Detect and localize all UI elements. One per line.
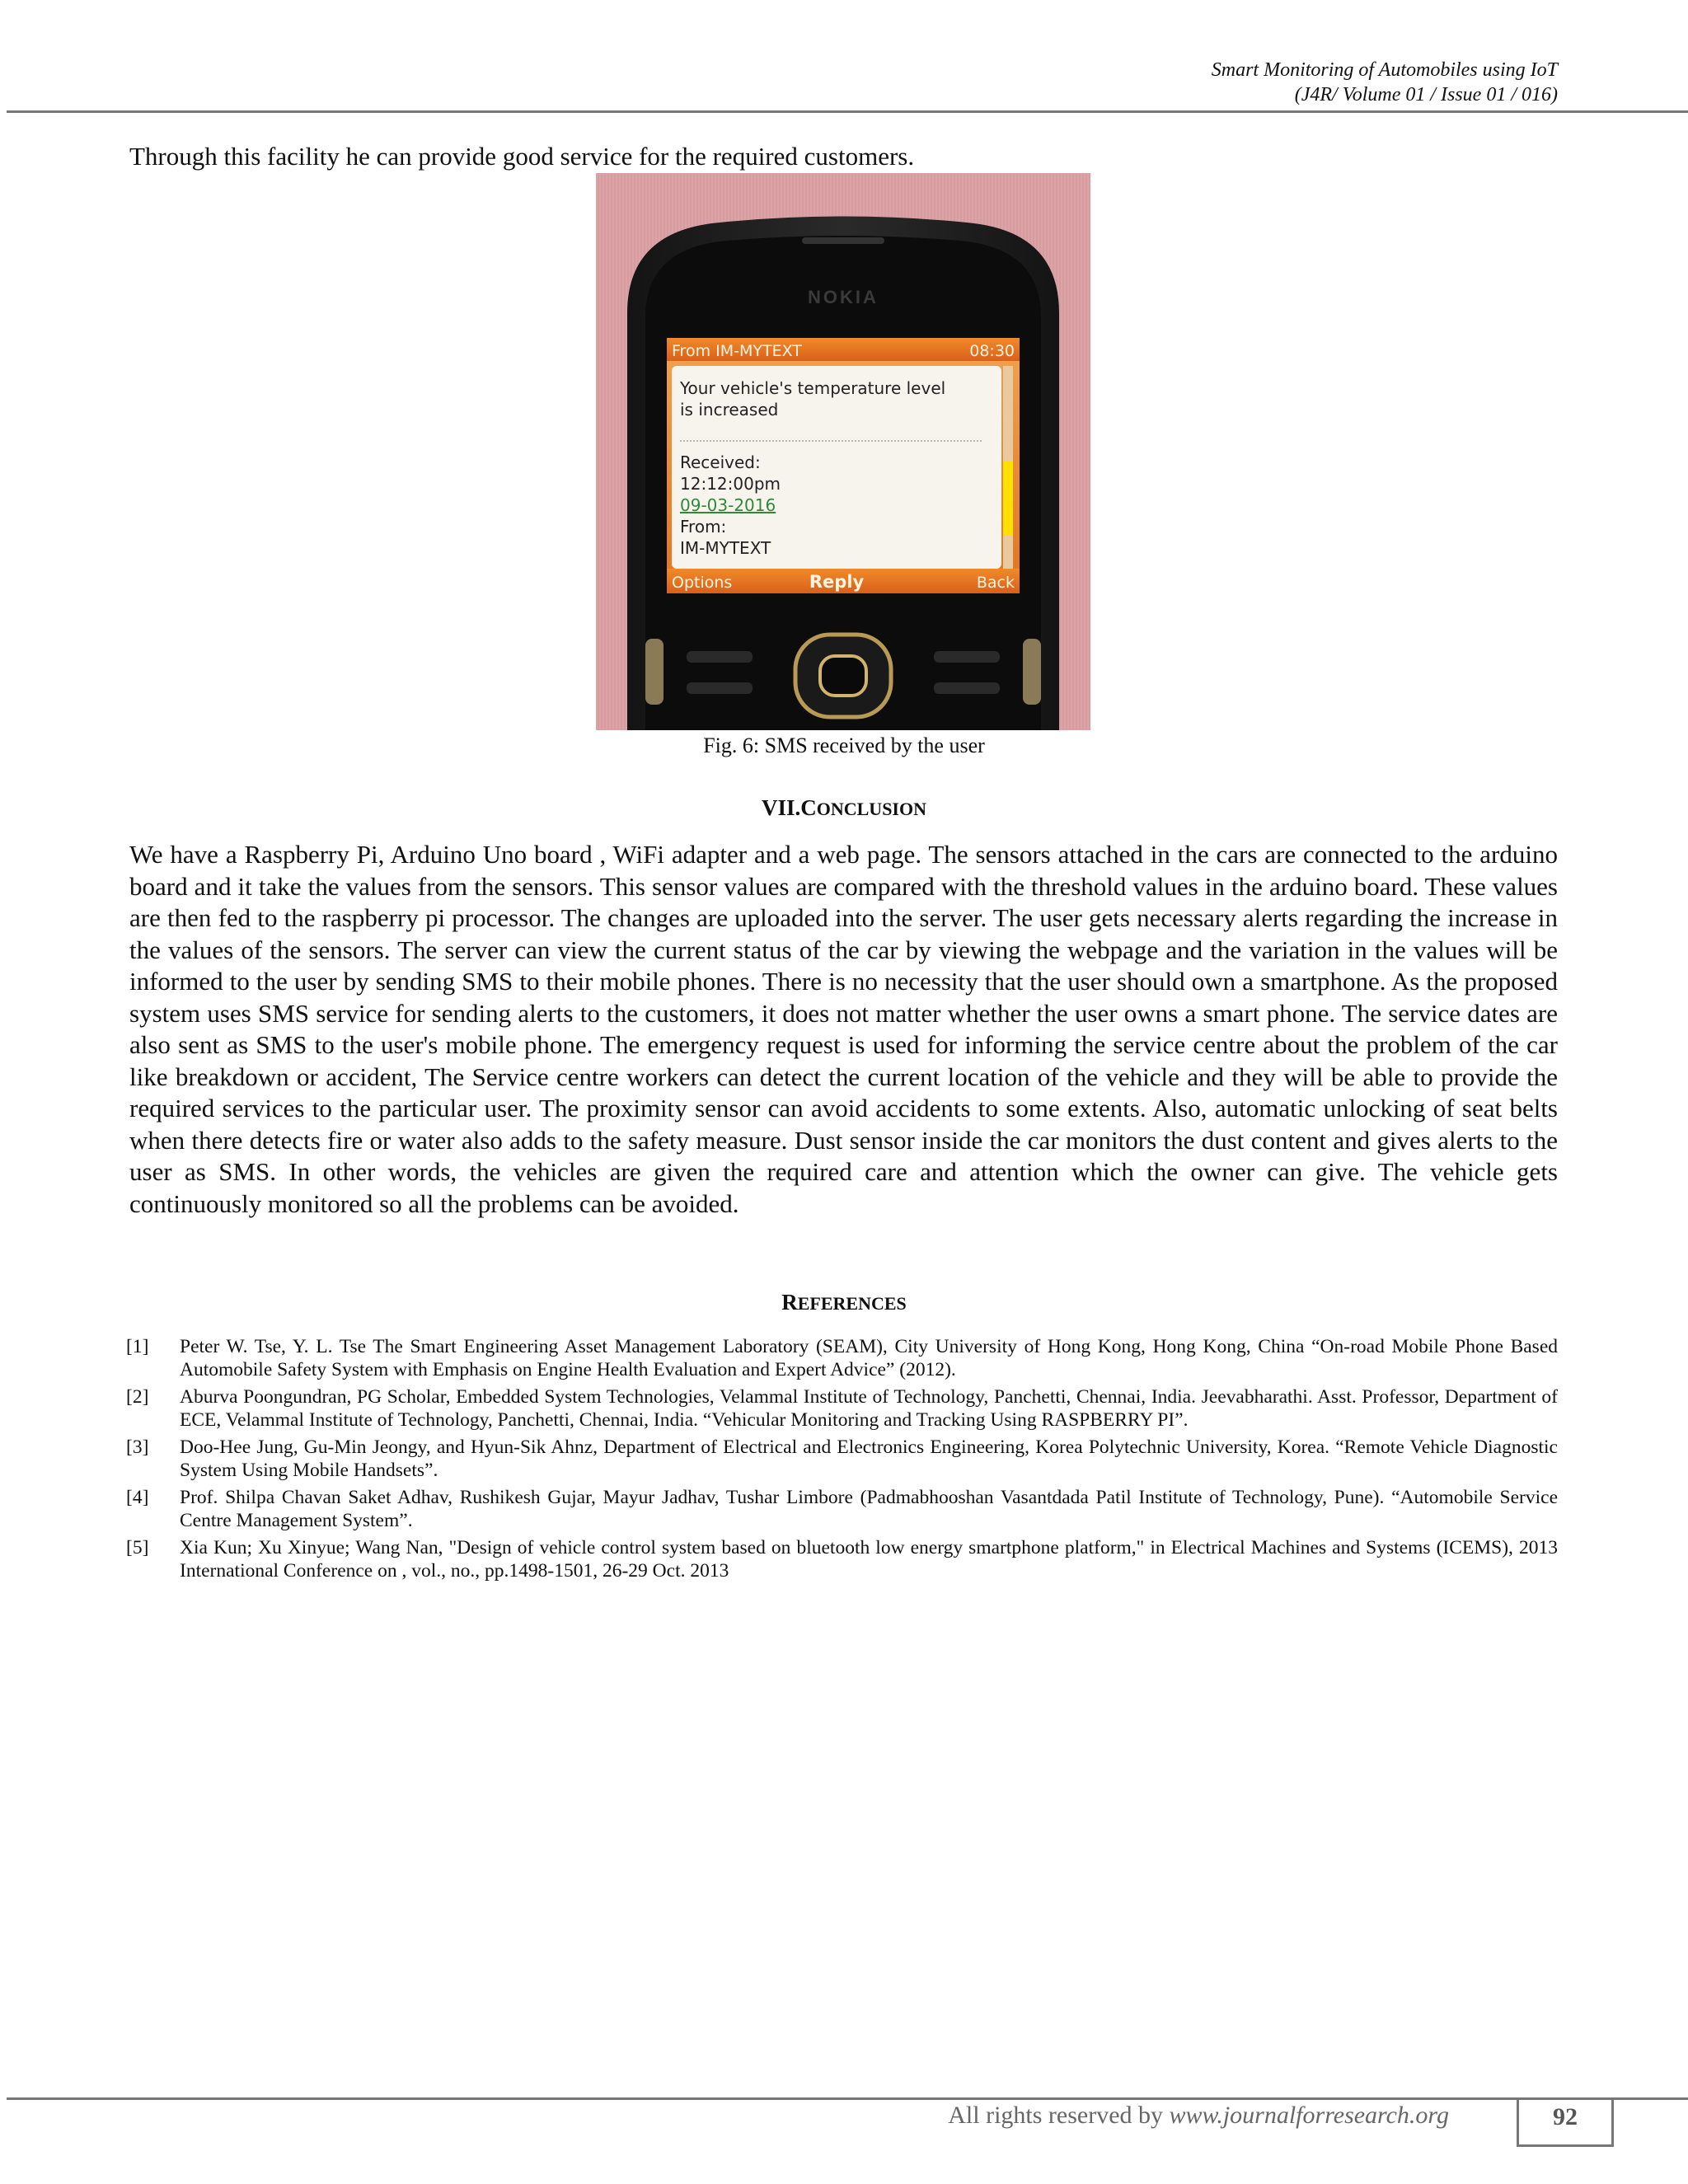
softkey-back: Back	[976, 574, 1015, 592]
reference-item	[126, 1335, 1558, 1381]
intro-paragraph: Through this facility he can provide good service for the required customers.	[129, 142, 915, 171]
reference-text: Aburva Poongundran, PG Scholar, Embedded System Technologies, Velammal Institute of Technology, Panchetti, Chennai, India. Jeevabharathi. Asst. Professor, Department of ECE, Velammal Institute of Technology, Panchetti, Chennai, India. “Vehicular Monitoring and Tracking Using RASPBERRY PI”.	[180, 1386, 1558, 1431]
reference-item	[126, 1436, 1558, 1482]
footer-rule	[7, 2097, 1688, 2100]
section-heading-conclusion	[0, 795, 1688, 821]
reference-text: Prof. Shilpa Chavan Saket Adhav, Rushikesh Gujar, Mayur Jadhav, Tushar Limbore (Padmabhooshan Vasantdada Patil Institute of Technology, Pune). “Automobile Service Centre Management System”.	[180, 1487, 1558, 1531]
sms-received-label: Received:	[680, 452, 761, 472]
softkey-options: Options	[672, 574, 733, 592]
reference-text: Xia Kun; Xu Xinyue; Wang Nan, "Design of vehicle control system based on bluetooth low energy smartphone platform," in Electrical Machines and Systems (ICEMS), 2013 International Conference on , vol., no., pp.1498-1501, 26-29 Oct. 2013	[180, 1537, 1558, 1582]
references-heading	[0, 1290, 1688, 1315]
footer-copyright	[948, 2102, 1449, 2130]
figure-phone-photo	[596, 173, 1090, 730]
reference-item	[126, 1486, 1558, 1532]
header-issue: (J4R/ Volume 01 / Issue 01 / 016)	[1294, 84, 1558, 105]
phone-illustration	[596, 173, 1090, 730]
sms-time: 08:30	[969, 342, 1015, 360]
section-title-rest: ONCLUSION	[816, 799, 926, 819]
section-number: VII.	[761, 795, 801, 820]
sms-sender: IM-MYTEXT	[680, 538, 771, 558]
references-initial: R	[781, 1290, 798, 1315]
reference-item	[126, 1536, 1558, 1582]
reference-number: [4]	[126, 1487, 149, 1508]
running-header	[1212, 58, 1558, 107]
footer-site-link[interactable]: www.journalforresearch.org	[1169, 2102, 1449, 2129]
header-rule	[7, 110, 1688, 113]
footer-prefix: All rights reserved by	[948, 2102, 1170, 2129]
sms-from-header: From IM-MYTEXT	[672, 342, 802, 360]
references-rest: EFERENCES	[797, 1293, 907, 1314]
references-list	[126, 1335, 1558, 1586]
figure-caption: Fig. 6: SMS received by the user	[703, 733, 985, 757]
phone-brand: NOKIA	[808, 287, 879, 307]
page-number: 92	[1553, 2103, 1578, 2130]
reference-text: Peter W. Tse, Y. L. Tse The Smart Engineering Asset Management Laboratory (SEAM), City University of Hong Kong, Hong Kong, China “On-road Mobile Phone Based Automobile Safety System with Emphasis on Engine Health Evaluation and Expert Advice” (2012).	[180, 1336, 1558, 1380]
section-title-initial: C	[800, 795, 817, 820]
header-title: Smart Monitoring of Automobiles using IoT	[1211, 59, 1558, 81]
reference-number: [3]	[126, 1436, 149, 1458]
reference-number: [1]	[126, 1336, 149, 1357]
reference-number: [2]	[126, 1386, 149, 1408]
sms-message-line2: is increased	[680, 400, 779, 419]
reference-number: [5]	[126, 1537, 149, 1558]
sms-received-time: 12:12:00pm	[680, 474, 781, 494]
sms-received-date: 09-03-2016	[680, 495, 776, 515]
conclusion-paragraph: We have a Raspberry Pi, Arduino Uno board , WiFi adapter and a web page. The sensors attached in the cars are connected to the arduino board and it take the values from the sensors. This sensor values are compared with the threshold values in the arduino board. These values are then fed to the raspberry pi processor. The changes are uploaded into the server. The user gets necessary alerts regarding the increase in the values of the sensors. The server can view the current status of the car by viewing the webpage and the variation in the values will be informed to the user by sending SMS to their mobile phones. There is no necessity that the user should own a smartphone. As the proposed system uses SMS service for sending alerts to the customers, it does not matter whether the user owns a smart phone. The service dates are also sent as SMS to the user's mobile phone. The emergency request is used for informing the service centre about the problem of the car like breakdown or accident, The Service centre workers can detect the current location of the vehicle and they will be able to provide the required services to the particular user. The proximity sensor can avoid accidents to some extents. Also, automatic unlocking of seat belts when there detects fire or water also adds to the safety measure. Dust sensor inside the car monitors the dust content and gives alerts to the user as SMS. In other words, the vehicles are given the required care and attention which the owner can give. The vehicle gets continuously monitored so all the problems can be avoided.	[129, 840, 1558, 1218]
reference-item	[126, 1385, 1558, 1432]
sms-from-label: From:	[680, 517, 727, 537]
sms-message-line1: Your vehicle's temperature level	[680, 378, 946, 398]
reference-text: Doo-Hee Jung, Gu-Min Jeongy, and Hyun-Sik Ahnz, Department of Electrical and Electronics Engineering, Korea Polytechnic University, Korea. “Remote Vehicle Diagnostic System Using Mobile Handsets”.	[180, 1436, 1558, 1481]
softkey-reply: Reply	[809, 572, 865, 592]
